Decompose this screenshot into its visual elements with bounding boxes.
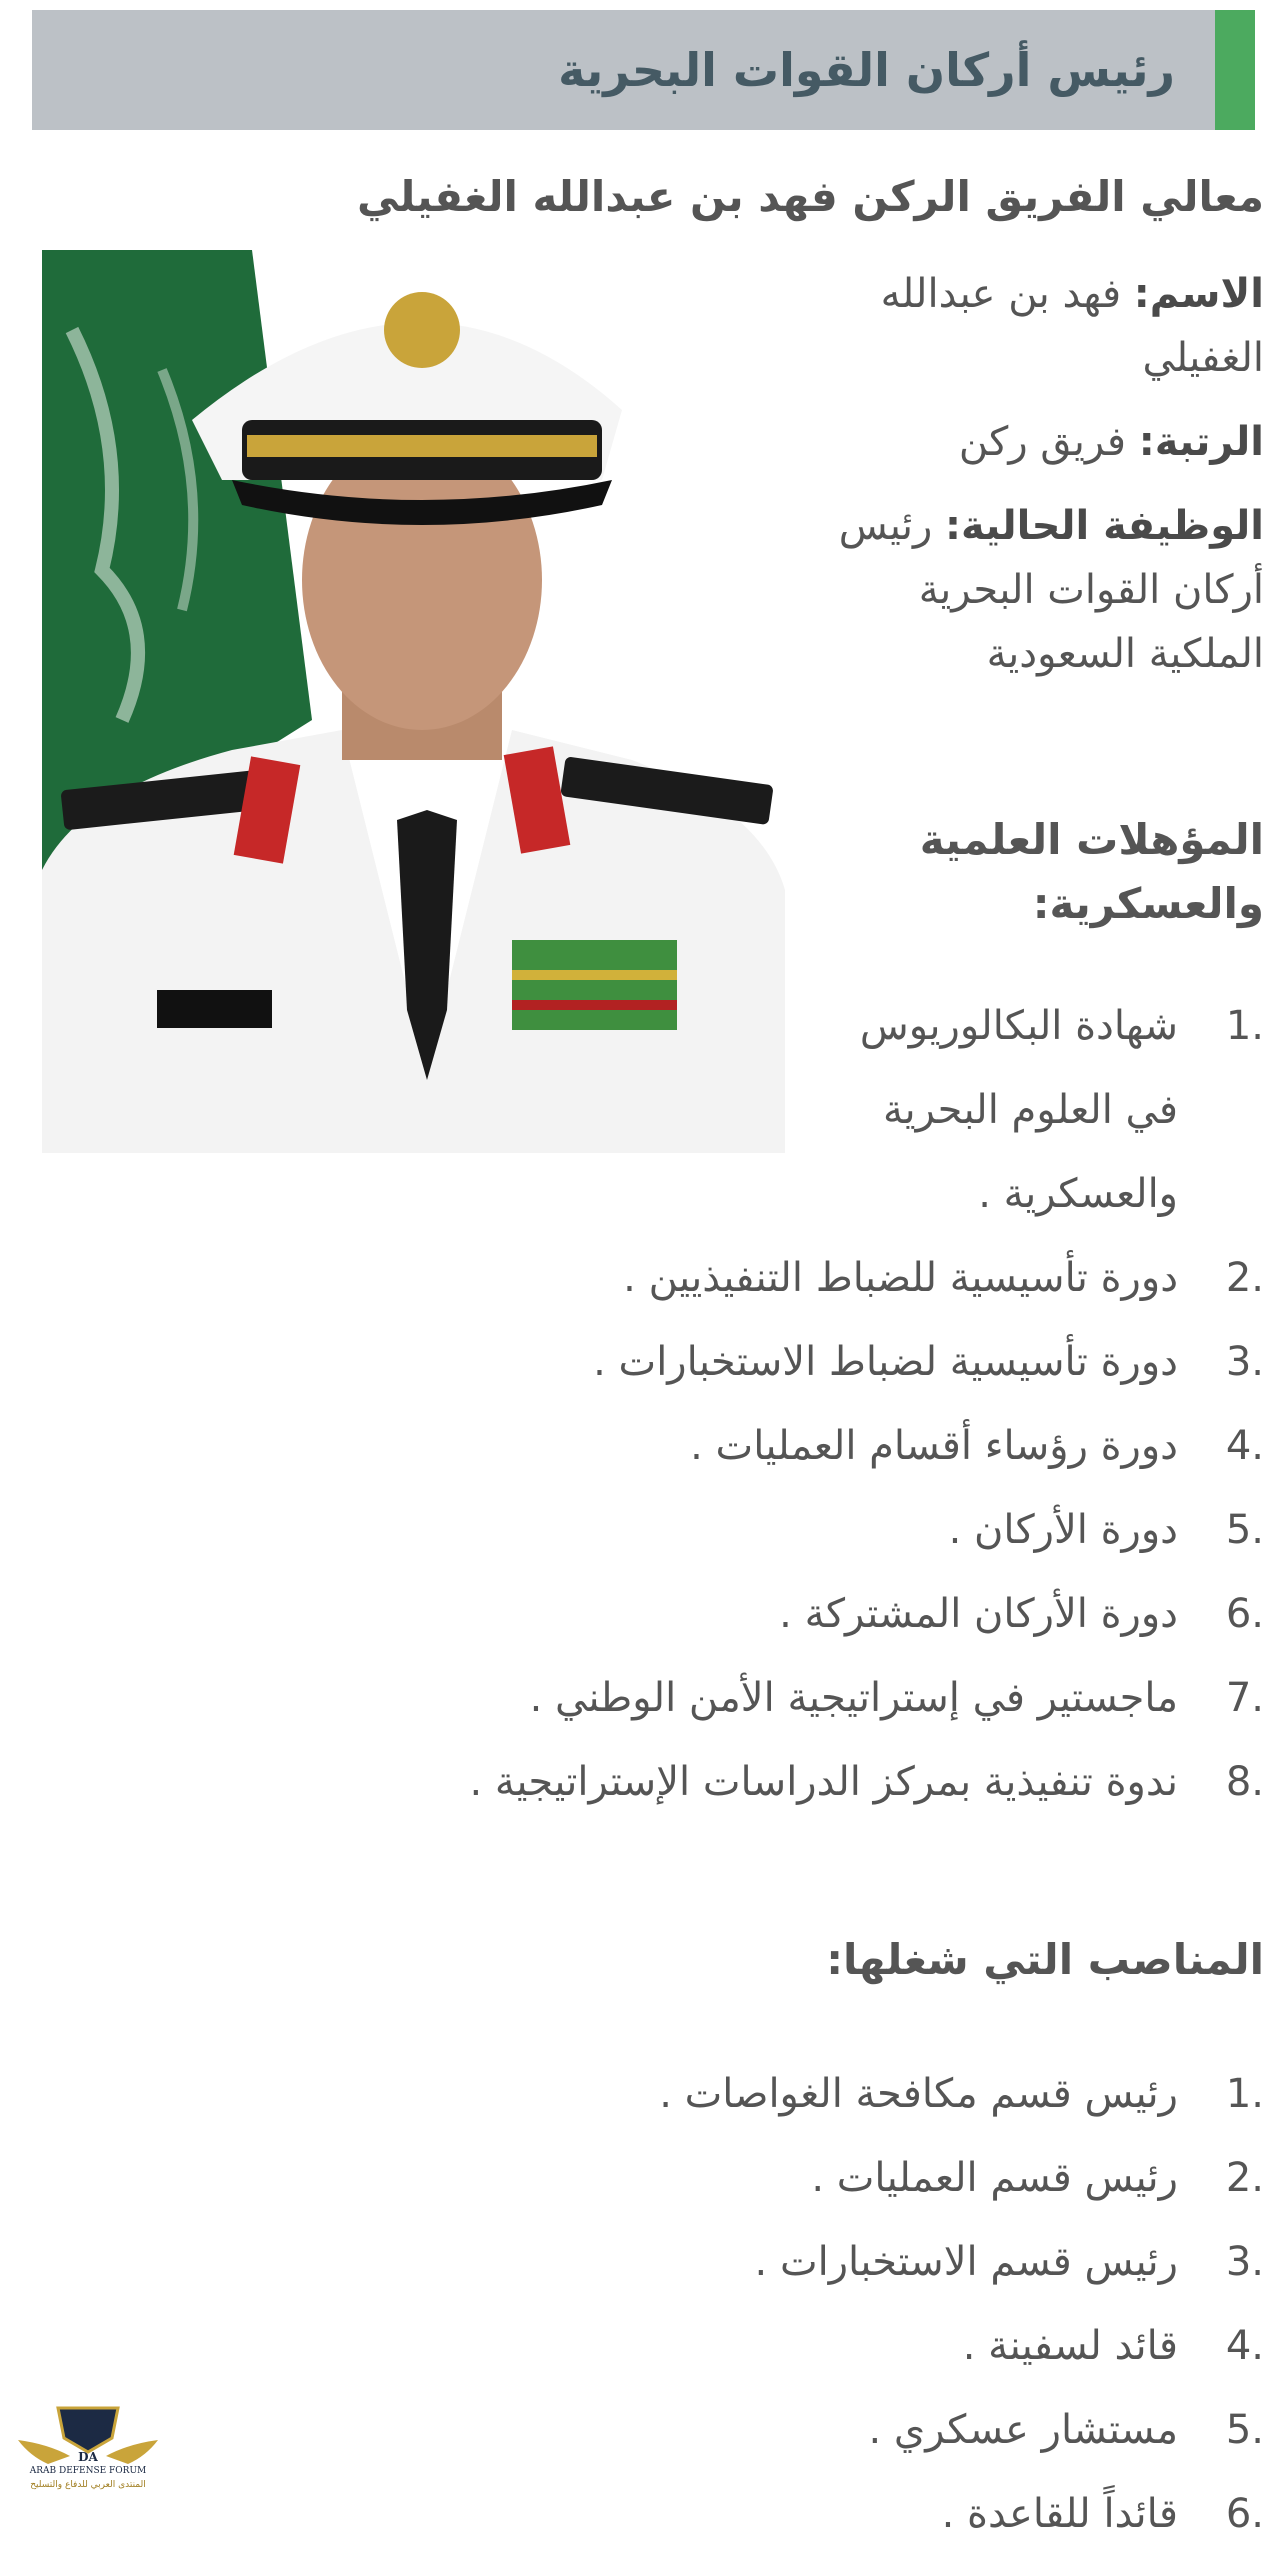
page-title: رئيس أركان القوات البحرية xyxy=(558,43,1175,97)
list-text: قائد لسفينة . xyxy=(962,2323,1178,2369)
job-label: الوظيفة الحالية: xyxy=(945,503,1264,549)
qualifications-item xyxy=(593,1320,1264,1404)
list-number: 6. xyxy=(1225,2491,1264,2537)
list-number: 4. xyxy=(1225,2323,1264,2369)
name-value: فهد بن عبدالله الغفيلي xyxy=(880,271,1264,381)
list-text: رئيس قسم العمليات . xyxy=(811,2155,1178,2201)
list-text: ندوة تنفيذية بمركز الدراسات الإستراتيجية . xyxy=(469,1759,1178,1805)
qualifications-item xyxy=(530,1656,1264,1740)
positions-list xyxy=(24,2052,1264,2556)
logo-abbr: DA xyxy=(78,2450,98,2464)
rank-value: فريق ركن xyxy=(958,419,1127,465)
positions-title: المناصب التي شغلها: xyxy=(826,1935,1264,1984)
qualifications-item xyxy=(779,1572,1264,1656)
list-number: 3. xyxy=(1225,2239,1264,2285)
job-row xyxy=(834,494,1264,686)
list-number: 6. xyxy=(1225,1591,1264,1637)
arab-defense-forum-logo xyxy=(8,2400,168,2496)
personal-info xyxy=(834,262,1264,706)
list-text: شهادة البكالوريوس في العلوم البحرية والعسكرية . xyxy=(859,1003,1178,1217)
list-number: 7. xyxy=(1225,1675,1264,1721)
header-accent-bar xyxy=(1215,10,1255,130)
logo-name-ar: المنتدى العربي للدفاع والتسليح xyxy=(30,2480,146,2490)
positions-item xyxy=(24,2388,1264,2472)
rank-label: الرتبة: xyxy=(1138,419,1264,465)
name-label: الاسم: xyxy=(1133,271,1264,317)
list-number: 8. xyxy=(1225,1759,1264,1805)
positions-item xyxy=(24,2220,1264,2304)
positions-item xyxy=(24,2136,1264,2220)
list-text: دورة الأركان . xyxy=(948,1507,1178,1553)
list-number: 2. xyxy=(1225,1255,1264,1301)
qualifications-item xyxy=(623,1236,1264,1320)
qualifications-item xyxy=(690,1404,1264,1488)
list-number: 3. xyxy=(1225,1339,1264,1385)
list-number: 2. xyxy=(1225,2155,1264,2201)
positions-item xyxy=(24,2052,1264,2136)
list-number: 1. xyxy=(1225,1003,1264,1049)
qualifications-item xyxy=(469,1740,1264,1824)
list-text: دورة تأسيسية للضباط التنفيذيين . xyxy=(623,1255,1178,1301)
qualifications-title: المؤهلات العلمية والعسكرية: xyxy=(919,815,1264,928)
job-value: رئيس أركان القوات البحرية الملكية السعودية xyxy=(838,503,1264,677)
official-full-name: معالي الفريق الركن فهد بن عبدالله الغفيلي xyxy=(357,172,1264,221)
positions-item xyxy=(24,2304,1264,2388)
name-row xyxy=(834,262,1264,390)
list-text: رئيس قسم مكافحة الغواصات . xyxy=(659,2071,1178,2117)
list-text: ماجستير في إستراتيجية الأمن الوطني . xyxy=(529,1675,1178,1721)
list-text: مستشار عسكري . xyxy=(868,2407,1178,2453)
rank-row xyxy=(834,410,1264,474)
list-text: رئيس قسم الاستخبارات . xyxy=(754,2239,1178,2285)
list-number: 5. xyxy=(1225,2407,1264,2453)
list-text: قائداً للقاعدة . xyxy=(941,2491,1178,2537)
qualifications-list xyxy=(24,984,1264,1824)
list-text: دورة الأركان المشتركة . xyxy=(779,1591,1178,1637)
page-header xyxy=(32,10,1255,130)
positions-item xyxy=(24,2472,1264,2556)
list-text: دورة تأسيسية لضباط الاستخبارات . xyxy=(593,1339,1178,1385)
qualifications-item xyxy=(949,1488,1264,1572)
qualifications-item xyxy=(828,984,1264,1236)
list-number: 4. xyxy=(1225,1423,1264,1469)
list-number: 5. xyxy=(1225,1507,1264,1553)
list-number: 1. xyxy=(1225,2071,1264,2117)
logo-name-en: ARAB DEFENSE FORUM xyxy=(29,2466,147,2476)
list-text: دورة رؤساء أقسام العمليات . xyxy=(690,1423,1178,1469)
